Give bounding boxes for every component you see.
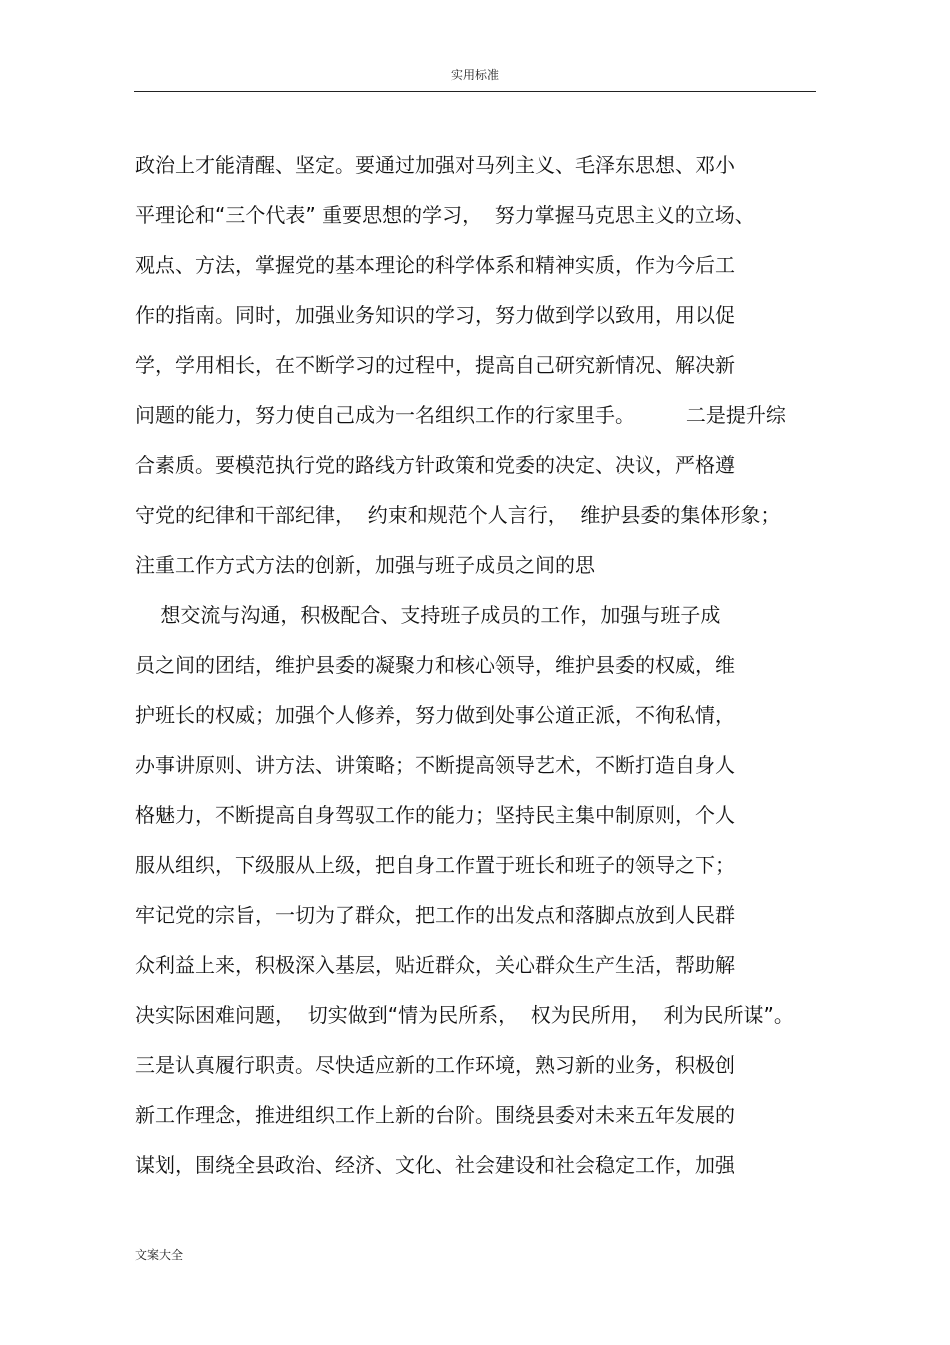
body-line: 合素质。要模范执行党的路线方针政策和党委的决定、决议，严格遵	[135, 453, 735, 477]
body-line: 众利益上来，积极深入基层，贴近群众，关心群众生产生活，帮助解	[135, 953, 735, 977]
body-line: 新工作理念，推进组织工作上新的台阶。围绕县委对未来五年发展的	[135, 1103, 735, 1127]
page-header-title: 实用标准	[450, 68, 499, 82]
body-line: 平理论和“三个代表” 重要思想的学习， 努力掌握马克思主义的立场、	[135, 203, 755, 227]
body-line: 学，学用相长，在不断学习的过程中，提高自己研究新情况、解决新	[135, 353, 735, 377]
body-line: 守党的纪律和干部纪律， 约束和规范个人言行， 维护县委的集体形象；	[135, 503, 781, 527]
body-line: 谋划，围绕全县政治、经济、文化、社会建设和社会稳定工作，加强	[135, 1153, 735, 1177]
document-body	[135, 140, 825, 1190]
body-line: 护班长的权威；加强个人修养，努力做到处事公道正派，不徇私情，	[135, 703, 735, 727]
header-divider	[134, 91, 816, 92]
body-line: 办事讲原则、讲方法、讲策略；不断提高领导艺术，不断打造自身人	[135, 753, 735, 777]
body-line: 政治上才能清醒、坚定。要通过加强对马列主义、毛泽东思想、邓小	[135, 153, 735, 177]
body-line: 观点、方法，掌握党的基本理论的科学体系和精神实质，作为今后工	[135, 253, 735, 277]
body-line: 问题的能力，努力使自己成为一名组织工作的行家里手。 二是提升综	[135, 403, 786, 427]
page-footer-text: 文案大全	[135, 1248, 184, 1262]
body-line: 员之间的团结，维护县委的凝聚力和核心领导，维护县委的权威，维	[135, 653, 735, 677]
body-line: 决实际困难问题， 切实做到“情为民所系， 权为民所用， 利为民所谋”。	[135, 1003, 794, 1027]
body-line: 服从组织，下级服从上级，把自身工作置于班长和班子的领导之下；	[135, 853, 735, 877]
body-line: 三是认真履行职责。尽快适应新的工作环境，熟习新的业务，积极创	[135, 1053, 735, 1077]
body-line: 注重工作方式方法的创新，加强与班子成员之间的思	[135, 553, 595, 577]
body-line: 想交流与沟通，积极配合、支持班子成员的工作，加强与班子成	[135, 603, 721, 627]
body-line: 格魅力，不断提高自身驾驭工作的能力；坚持民主集中制原则，个人	[135, 803, 735, 827]
body-line: 牢记党的宗旨，一切为了群众，把工作的出发点和落脚点放到人民群	[135, 903, 735, 927]
body-line: 作的指南。同时，加强业务知识的学习，努力做到学以致用，用以促	[135, 303, 735, 327]
